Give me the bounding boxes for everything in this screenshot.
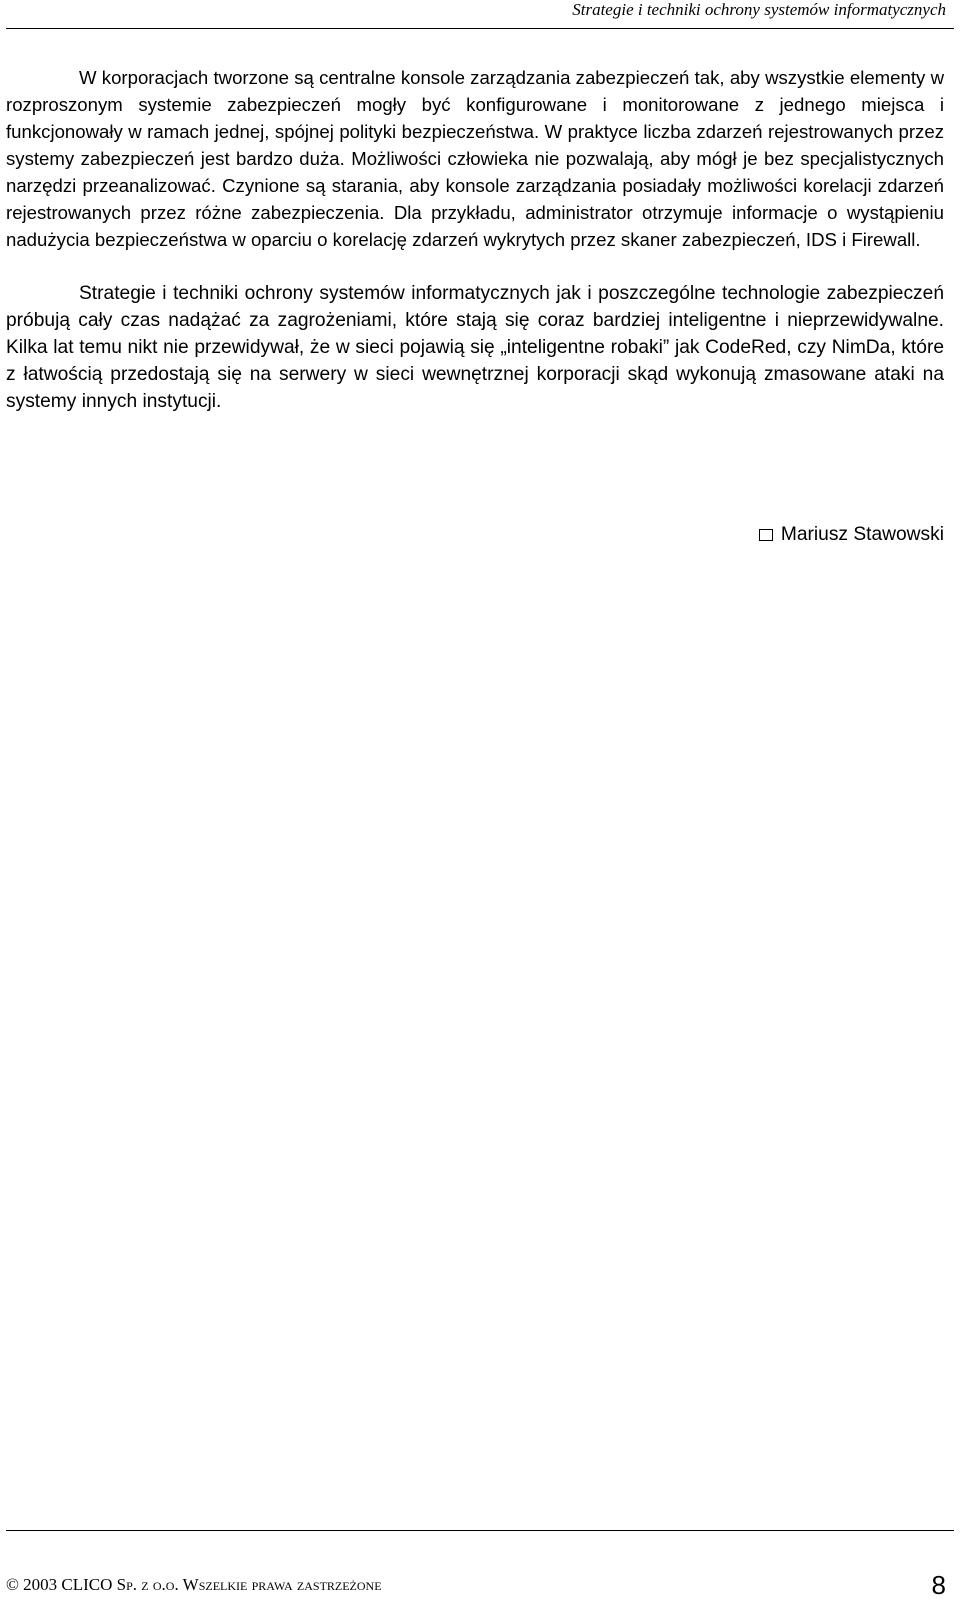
paragraph-strategies: Strategie i techniki ochrony systemów informatycznych jak i poszczególne technologie zabezpieczeń próbują cały czas nadążać za zagrożeniami, które stają się coraz bardziej inteligentne i nieprzewidywalne. Kilka lat temu nikt nie przewidywał, że w sieci pojawią się „inteligentne robaki” jak CodeRed, czy NimDa, które z łatwością przedostają się na serwery w sieci wewnętrznej korporacji skąd wykonują zmasowane ataki na systemy innych instytucji. bbox=[6, 283, 944, 412]
page-number: 8 bbox=[931, 1570, 946, 1600]
page-header bbox=[0, 0, 960, 30]
document-body bbox=[6, 64, 944, 415]
copyright-notice: © 2003 CLICO Sp. z o.o. Wszelkie prawa zastrzeżone bbox=[6, 1575, 382, 1594]
author-name: Mariusz Stawowski bbox=[780, 524, 944, 545]
author-signature bbox=[759, 521, 944, 548]
square-bullet-icon bbox=[759, 529, 773, 541]
paragraph-consoles: W korporacjach tworzone są centralne konsole zarządzania zabezpieczeń tak, aby wszystkie elementy w rozproszonym systemie zabezpieczeń mogły być konfigurowane i monitorowane z jednego miejsca i funkcjonowały w ramach jednej, spójnej polityki bezpieczeństwa. W praktyce liczba zdarzeń rejestrowanych przez systemy zabezpieczeń jest bardzo duża. Możliwości człowieka nie pozwalają, aby mógł je bez specjalistycznych narzędzi przeanalizować. Czynione są starania, aby konsole zarządzania posiadały możliwości korelacji zdarzeń rejestrowanych przez różne zabezpieczenia. Dla przykładu, administrator otrzymuje informacje o wystąpieniu nadużycia bezpieczeństwa w oparciu o korelację zdarzeń wykrytych przez skaner zabezpieczeń, IDS i Firewall. bbox=[6, 67, 944, 250]
page-footer bbox=[0, 1530, 960, 1600]
header-divider bbox=[6, 28, 954, 29]
running-title: Strategie i techniki ochrony systemów informatycznych bbox=[572, 0, 946, 19]
footer-divider bbox=[6, 1530, 954, 1531]
